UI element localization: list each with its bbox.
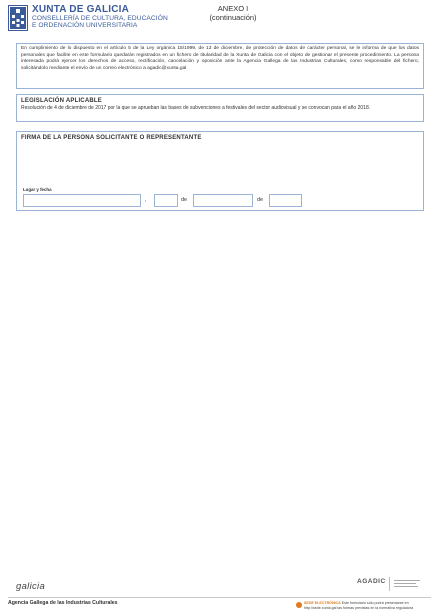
galicia-logo-text: galicia [16,581,46,592]
place-field[interactable] [23,194,141,207]
footer-divider [8,597,431,598]
year-field[interactable] [269,194,302,207]
xunta-shield-icon [8,5,28,31]
agency-seal-icon [389,577,427,591]
department-line-2: E ORDENACIÓN UNIVERSITARIA [32,22,138,30]
signature-title: FIRMA DE LA PERSONA SOLICITANTE O REPRESENTANTE [21,135,202,141]
footer-agency-name: Agencia Gallega de las Industrias Culturales [8,600,118,606]
electronic-office-text [304,601,413,610]
place-date-label: Lugar y fecha [23,187,52,192]
signature-box [16,131,424,211]
privacy-notice-text: En cumplimiento de lo dispuesto en el artículo 5 de la Ley orgánica 15/1999, de 13 de diciembre, de protección de datos de carácter personal, se le informa de que los datos personales que facilite en este formulario quedarán registrados en un fichero de titularidad de la Xunta de Galicia con el objeto de gestionar el presente procedimiento. La persona interesada podrá ejercer los derechos de acceso, rectificación, cancelación y oposición ante la Agencia Gallega de las Industrias Culturales, como responsable del fichero, solicitándolo mediante el envío de un correo electrónico a agadic@xunta.gal [21,46,419,71]
privacy-notice-box [16,43,424,89]
galicia-logo [16,576,45,594]
legislation-text: Resolución de 4 de diciembre de 2017 por la que se aprueban las bases de subvenciones a festivales del sector audiovisual y se convocan para el año 2018. [21,105,371,111]
month-field[interactable] [193,194,253,207]
legislation-box [16,94,424,122]
electronic-office-notice [296,601,436,613]
department-line-1: CONSELLERÍA DE CULTURA, EDUCACIÓN [32,15,168,22]
org-name: XUNTA DE GALICIA [32,4,130,15]
annex-subtitle: (continuación) [209,13,257,22]
annex-heading [188,4,278,22]
electronic-office-label: SEDE ELECTRÓNICA [304,601,341,605]
org-logo-text [32,4,168,30]
de-separator-2: de [257,197,264,203]
comma-separator: , [145,197,147,203]
day-field[interactable] [154,194,178,207]
legislation-title: LEGISLACIÓN APLICABLE [21,98,102,104]
agadic-logo: AGADIC [357,578,386,585]
verify-line-2: http://sede.xunta.gal las formas previstas en la normativa reguladora [304,605,414,610]
document-header [8,4,431,40]
electronic-office-icon [296,602,302,608]
verify-line-1: Este formulario sólo podrá presentarse en [341,601,409,605]
de-separator-1: de [181,197,188,203]
annex-title: ANEXO I [217,4,249,13]
